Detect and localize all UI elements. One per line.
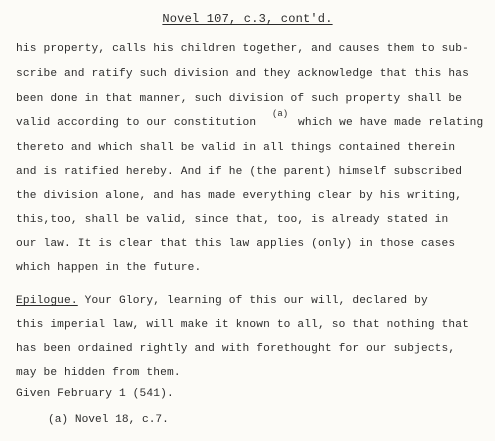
body-line-3: been done in that manner, such division of such property shall be (16, 93, 463, 105)
epilogue-line-5: Given February 1 (541). (16, 388, 174, 400)
body-line-10: which happen in the future. (16, 262, 202, 274)
body-line-2: scribe and ratify such division and they acknowledge that this has (16, 68, 469, 80)
footnote: (a) Novel 18, c.7. (48, 414, 169, 426)
body-line-4 (16, 117, 483, 129)
epilogue-line-1-rest: Your Glory, learning of this our will, declared by (77, 295, 428, 307)
body-line-4-start: valid according to our constitution (16, 117, 257, 129)
epilogue-line-4: may be hidden from them. (16, 367, 181, 379)
body-line-9: our law. It is clear that this law applies (only) in those cases (16, 238, 456, 250)
footnote-marker: (a) (272, 109, 289, 119)
body-line-5: thereto and which shall be valid in all things contained therein (16, 142, 456, 154)
body-line-7: the division alone, and has made everything clear by his writing, (16, 190, 463, 202)
body-line-4-rest: which we have made relating (297, 117, 484, 129)
body-line-1: his property, calls his children together, and causes them to sub- (16, 43, 469, 55)
epilogue-line-2: this imperial law, will make it known to all, so that nothing that (16, 319, 469, 331)
epilogue-label: Epilogue. (16, 295, 78, 307)
page-header (0, 12, 495, 26)
body-line-8: this,too, shall be valid, since that, too, is already stated in (16, 214, 449, 226)
page-title: Novel 107, c.3, cont'd. (162, 12, 333, 26)
epilogue-line-1 (16, 295, 428, 307)
epilogue-line-3: has been ordained rightly and with forethought for our subjects, (16, 343, 456, 355)
body-line-6: and is ratified hereby. And if he (the parent) himself subscribed (16, 166, 463, 178)
